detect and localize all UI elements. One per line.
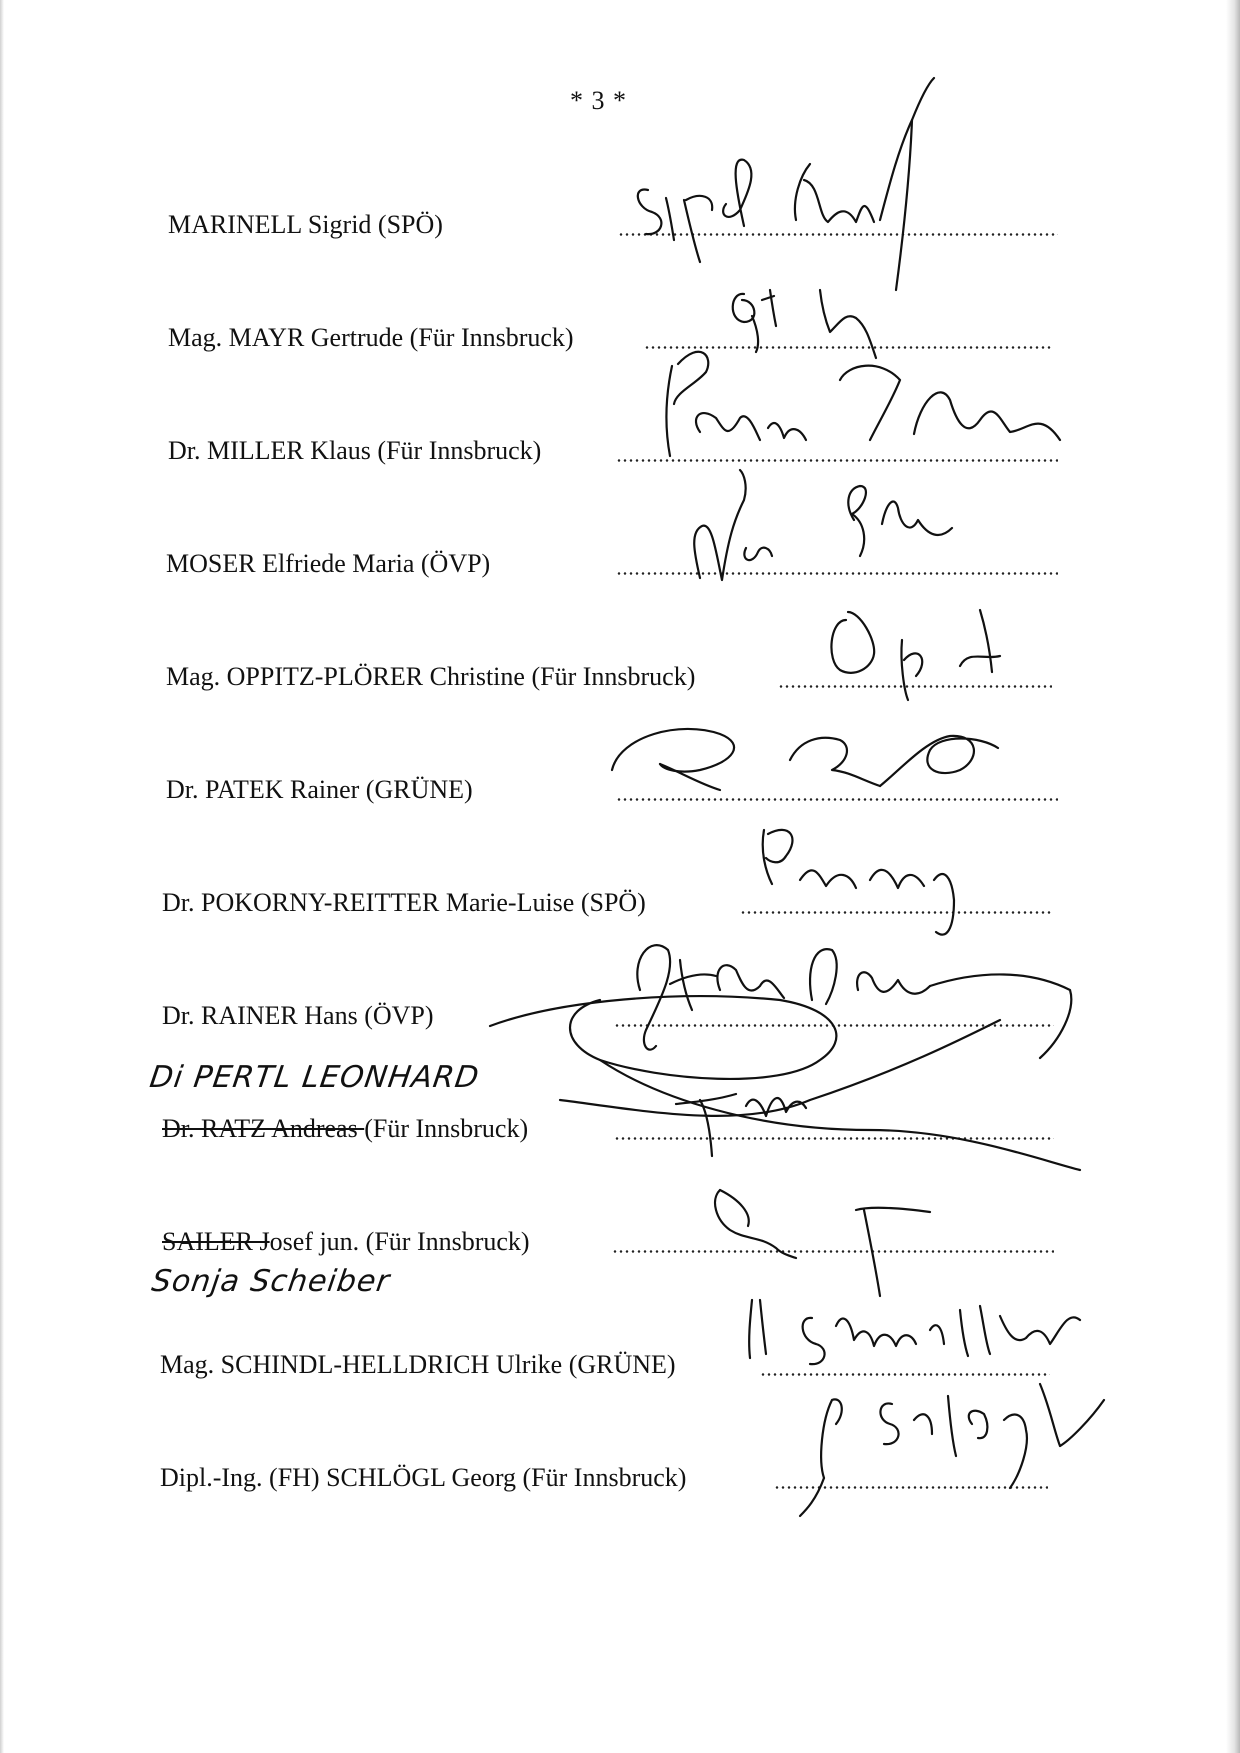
signature-marinell (638, 78, 934, 290)
signature-line (614, 1137, 1054, 1140)
signature-line (774, 1486, 1048, 1489)
signatory-name (162, 1227, 530, 1257)
signature-row-moser (166, 539, 1058, 579)
signatory-name: Mag. SCHINDL-HELLDRICH Ulrike (GRÜNE) (160, 1350, 676, 1379)
signature-line (644, 346, 1053, 349)
signature-row-pokorny-reitter (162, 878, 1052, 918)
signature-row-marinell (168, 200, 1058, 240)
signatory-name (162, 1114, 528, 1144)
signature-row-sailer (162, 1217, 1054, 1257)
scan-edge-right (1226, 0, 1240, 1753)
signature-row-patek (166, 765, 1058, 805)
signature-row-mayr (168, 313, 1053, 353)
signature-line (740, 911, 1052, 914)
signature-row-miller (168, 426, 1058, 466)
signature-line (612, 1250, 1054, 1253)
handwritten-correction: Sonja Scheiber (149, 1264, 393, 1299)
signatory-name: Mag. OPPITZ-PLÖRER Christine (Für Innsbruck) (166, 662, 696, 691)
signature-line (616, 798, 1058, 801)
signature-line (616, 572, 1058, 575)
signatory-name: Mag. MAYR Gertrude (Für Innsbruck) (168, 323, 574, 352)
signature-row-schloegl (160, 1453, 1050, 1493)
signature-row-schindl-helldrich (160, 1340, 1050, 1380)
signature-line (760, 1373, 1050, 1376)
signature-row-oppitz-ploerer (166, 652, 1052, 692)
signatory-name: Dipl.-Ing. (FH) SCHLÖGL Georg (Für Innsbruck) (160, 1463, 687, 1492)
name-rest: osef jun. (Für Innsbruck) (269, 1227, 530, 1256)
signature-row-rainer (162, 991, 1054, 1031)
struck-name: Dr. RATZ Andreas (162, 1114, 365, 1143)
signatory-name: Dr. RAINER Hans (ÖVP) (162, 1001, 434, 1030)
scan-edge-left (0, 0, 4, 1753)
page-number: * 3 * (570, 86, 627, 115)
signature-row-ratz (162, 1104, 1054, 1144)
struck-name: SAILER J (162, 1227, 270, 1256)
handwritten-correction: Di PERTL LEONHARD (147, 1060, 482, 1095)
name-rest: (Für Innsbruck) (364, 1114, 529, 1143)
signature-line (616, 459, 1058, 462)
signature-line (778, 685, 1052, 688)
signatory-name: Dr. POKORNY-REITTER Marie-Luise (SPÖ) (162, 888, 646, 917)
signature-line (618, 233, 1058, 236)
signature-line (614, 1024, 1054, 1027)
signatory-name: MARINELL Sigrid (SPÖ) (168, 210, 443, 239)
signatory-name: Dr. PATEK Rainer (GRÜNE) (166, 775, 473, 804)
signature-schloegl (800, 1384, 1104, 1516)
signatory-name: MOSER Elfriede Maria (ÖVP) (166, 549, 491, 578)
signatory-name: Dr. MILLER Klaus (Für Innsbruck) (168, 436, 542, 465)
